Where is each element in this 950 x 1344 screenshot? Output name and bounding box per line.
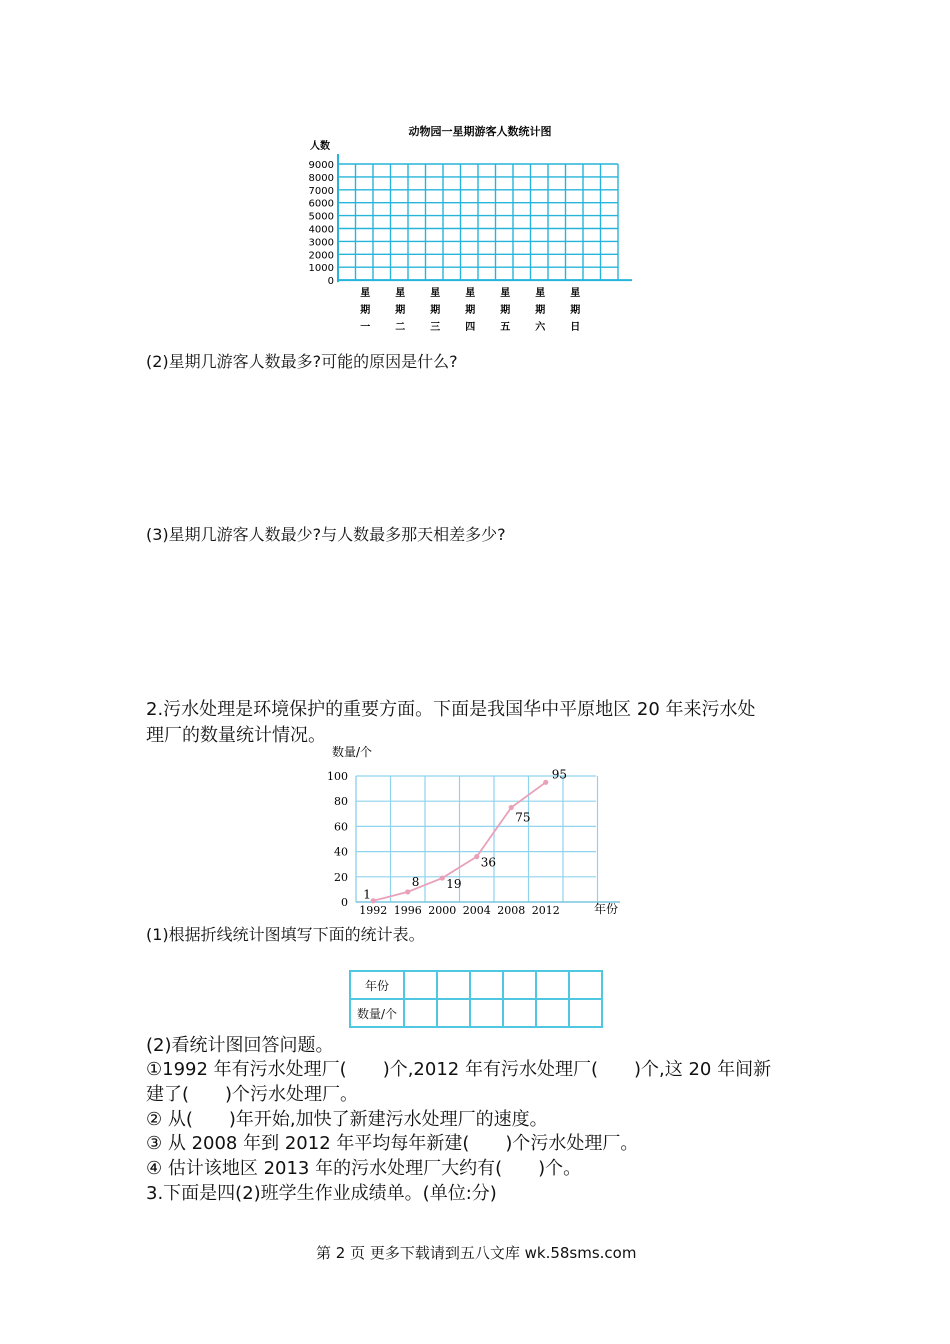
zoo-day-label: 期 <box>535 305 546 317</box>
zoo-chart-grid <box>338 154 632 282</box>
zoo-day-label: 日 <box>570 322 581 333</box>
zoo-day-label: 期 <box>395 305 406 317</box>
line-chart-data-label: 75 <box>515 810 531 825</box>
table-cell[interactable] <box>569 999 602 1027</box>
zoo-chart-yticks <box>309 160 334 287</box>
zoo-day-label: 一 <box>360 322 371 333</box>
table-cell[interactable] <box>404 971 437 999</box>
question-2-2-a-line1: ①1992 年有污水处理厂( )个,2012 年有污水处理厂( )个,这 20 年间新 <box>146 1059 772 1080</box>
zoo-day-label: 期 <box>500 305 511 317</box>
zoo-day-label: 期 <box>430 305 441 317</box>
question-3: 3.下面是四(2)班学生作业成绩单。(单位:分) <box>146 1183 497 1204</box>
line-chart-xtick-label: 2000 <box>428 904 457 917</box>
table-cell[interactable] <box>503 971 536 999</box>
zoo-day-label: 星 <box>570 288 581 300</box>
question-2-intro-line2: 理厂的数量统计情况。 <box>146 725 326 746</box>
line-chart-point <box>440 875 445 880</box>
line-chart-ytick-label: 40 <box>334 845 348 859</box>
table-header-count: 数量/个 <box>350 999 404 1027</box>
line-chart-xtick-label: 2004 <box>462 904 491 917</box>
zoo-ytick-label: 6000 <box>308 198 334 210</box>
line-chart-data-label: 19 <box>446 877 462 892</box>
line-chart-xtick-label: 2008 <box>497 904 526 917</box>
zoo-day-label: 五 <box>500 322 511 333</box>
stat-fill-table <box>349 970 603 1028</box>
line-chart-ytick-label: 0 <box>341 896 348 909</box>
zoo-day-label: 星 <box>395 288 406 300</box>
question-2-1: (1)根据折线统计图填写下面的统计表。 <box>146 925 425 944</box>
table-cell[interactable] <box>536 971 569 999</box>
zoo-day-label: 星 <box>430 288 441 300</box>
table-cell[interactable] <box>437 971 470 999</box>
line-chart-point <box>543 780 548 785</box>
line-chart-series <box>363 767 567 903</box>
zoo-chart-ylabel: 人数 <box>310 141 330 152</box>
sewage-plant-line-chart <box>320 742 640 922</box>
zoo-day-label: 期 <box>570 305 581 317</box>
line-chart-data-label: 36 <box>480 855 497 870</box>
zoo-chart-title: 动物园一星期游客人数统计图 <box>408 125 552 138</box>
line-chart-xlabel: 年份 <box>594 902 619 916</box>
line-chart-data-label: 1 <box>363 887 371 902</box>
table-cell[interactable] <box>470 999 503 1027</box>
zoo-day-label: 六 <box>535 322 546 333</box>
zoo-day-label: 四 <box>465 322 476 333</box>
zoo-ytick-label: 0 <box>327 276 334 288</box>
table-cell[interactable] <box>536 999 569 1027</box>
question-2-2: (2)看统计图回答问题。 <box>146 1035 334 1056</box>
line-chart-xtick-label: 2012 <box>531 904 560 917</box>
table-header-year: 年份 <box>350 971 404 999</box>
line-chart-data-label: 8 <box>411 874 420 889</box>
line-chart-point <box>509 805 514 810</box>
question-2-2-a-line2: 建了( )个污水处理厂。 <box>146 1084 359 1105</box>
zoo-day-label: 星 <box>360 288 371 300</box>
line-chart-ytick-label: 80 <box>334 795 348 809</box>
line-chart-point <box>474 854 479 859</box>
table-cell[interactable] <box>569 971 602 999</box>
zoo-ytick-label: 1000 <box>308 263 334 275</box>
zoo-ytick-label: 9000 <box>308 160 334 171</box>
zoo-ytick-label: 3000 <box>308 237 334 249</box>
zoo-chart-days <box>360 286 580 333</box>
zoo-day-label: 三 <box>430 322 441 333</box>
zoo-day-label: 期 <box>360 305 371 317</box>
table-row <box>350 999 602 1027</box>
line-chart-ylabel: 数量/个 <box>332 745 373 759</box>
page-footer: 第 2 页 更多下载请到五八文库 wk.58sms.com <box>316 1244 637 1262</box>
line-chart-point <box>405 889 410 894</box>
question-1-2: (2)星期几游客人数最多?可能的原因是什么? <box>146 352 458 371</box>
line-chart-data-label: 95 <box>551 767 568 782</box>
question-2-2-b: ② 从( )年开始,加快了新建污水处理厂的速度。 <box>146 1109 548 1130</box>
zoo-ytick-label: 8000 <box>308 172 334 184</box>
zoo-ytick-label: 2000 <box>308 250 334 262</box>
table-cell[interactable] <box>437 999 470 1027</box>
line-chart-ytick-label: 100 <box>327 770 348 783</box>
table-row <box>350 971 602 999</box>
line-chart-xtick-label: 1996 <box>393 904 422 917</box>
question-1-3: (3)星期几游客人数最少?与人数最多那天相差多少? <box>146 525 506 544</box>
line-chart-xtick-label: 1992 <box>359 904 388 917</box>
zoo-day-label: 期 <box>465 305 476 317</box>
line-chart-axes <box>327 770 620 917</box>
question-2-intro-line1: 2.污水处理是环境保护的重要方面。下面是我国华中平原地区 20 年来污水处 <box>146 699 756 720</box>
line-chart-point <box>371 898 376 903</box>
question-2-2-d: ④ 估计该地区 2013 年的污水处理厂大约有( )个。 <box>146 1158 582 1179</box>
question-2-2-c: ③ 从 2008 年到 2012 年平均每年新建( )个污水处理厂。 <box>146 1133 639 1154</box>
line-chart-grid <box>356 776 598 902</box>
table-cell[interactable] <box>503 999 536 1027</box>
zoo-day-label: 星 <box>500 288 511 300</box>
table-cell[interactable] <box>470 971 503 999</box>
zoo-ytick-label: 7000 <box>308 185 334 197</box>
line-chart-ytick-label: 60 <box>334 820 348 834</box>
zoo-ytick-label: 5000 <box>308 211 334 223</box>
table-cell[interactable] <box>404 999 437 1027</box>
zoo-visitor-chart <box>300 118 660 333</box>
zoo-ytick-label: 4000 <box>308 224 334 236</box>
zoo-day-label: 二 <box>395 322 406 333</box>
zoo-day-label: 星 <box>535 288 546 300</box>
zoo-day-label: 星 <box>465 288 476 300</box>
line-chart-ytick-label: 20 <box>334 870 348 884</box>
